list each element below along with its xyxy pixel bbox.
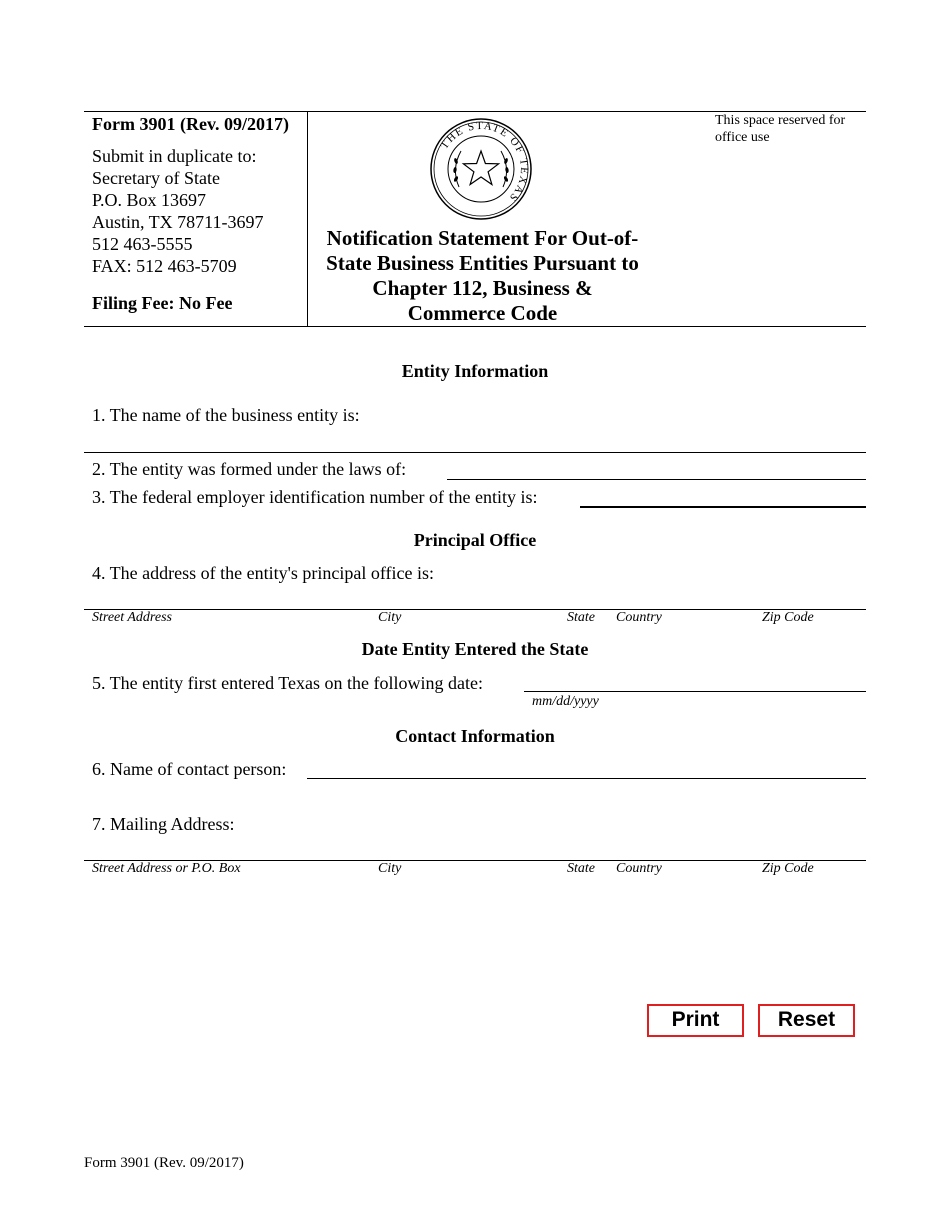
question-2-label: 2. The entity was formed under the laws of:	[92, 459, 407, 479]
submit-address	[92, 145, 264, 277]
label-city: City	[378, 610, 402, 625]
label-zip-code: Zip Code	[762, 861, 814, 876]
submit-line: Secretary of State	[92, 168, 220, 188]
question-1-label: 1. The name of the business entity is:	[92, 405, 360, 425]
texas-seal-icon	[429, 117, 533, 221]
question-4-label: 4. The address of the entity's principal office is:	[92, 563, 434, 583]
contact-person-field[interactable]	[307, 778, 866, 779]
title-line: Commerce Code	[407, 301, 558, 325]
label-country: Country	[616, 610, 662, 625]
label-state: State	[567, 610, 595, 625]
section-entity-information: Entity Information	[401, 361, 549, 381]
office-use-note	[715, 112, 845, 146]
submit-line: Submit in duplicate to:	[92, 146, 257, 166]
label-street-address: Street Address	[92, 610, 172, 625]
section-principal-office: Principal Office	[413, 530, 537, 550]
office-use-line: This space reserved for	[715, 113, 846, 128]
label-country: Country	[616, 861, 662, 876]
label-state: State	[567, 861, 595, 876]
office-use-line: office use	[715, 130, 770, 145]
footer-form-number: Form 3901 (Rev. 09/2017)	[84, 1155, 244, 1171]
form-number: Form 3901 (Rev. 09/2017)	[92, 114, 289, 134]
question-7-label: 7. Mailing Address:	[92, 814, 235, 834]
header-bottom-rule	[84, 326, 866, 327]
question-3-label: 3. The federal employer identification number of the entity is:	[92, 487, 538, 507]
reset-button[interactable]: Reset	[758, 1004, 855, 1037]
print-button[interactable]: Print	[647, 1004, 744, 1037]
submit-line: FAX: 512 463-5709	[92, 256, 237, 276]
label-city: City	[378, 861, 402, 876]
fein-field[interactable]	[580, 506, 866, 508]
filing-fee: Filing Fee: No Fee	[92, 293, 233, 313]
form-title	[310, 226, 655, 326]
title-line: Notification Statement For Out-of-	[326, 226, 639, 250]
title-line: Chapter 112, Business &	[372, 276, 593, 300]
svg-text:THE STATE OF TEXAS	[438, 120, 530, 204]
principal-address-field[interactable]	[84, 609, 866, 610]
entity-name-field[interactable]	[84, 452, 866, 453]
submit-line: 512 463-5555	[92, 234, 193, 254]
label-zip-code: Zip Code	[762, 610, 814, 625]
header-divider	[307, 111, 308, 326]
section-date-entered: Date Entity Entered the State	[361, 639, 589, 659]
submit-line: Austin, TX 78711-3697	[92, 212, 264, 232]
section-contact-information: Contact Information	[395, 726, 555, 746]
title-line: State Business Entities Pursuant to	[326, 251, 639, 275]
question-6-label: 6. Name of contact person:	[92, 759, 287, 779]
date-format-hint: mm/dd/yyyy	[532, 694, 599, 709]
question-5-label: 5. The entity first entered Texas on the following date:	[92, 673, 483, 693]
seal-text: THE STATE OF TEXAS	[438, 119, 531, 205]
formation-jurisdiction-field[interactable]	[447, 479, 866, 480]
label-street-po-box: Street Address or P.O. Box	[92, 861, 241, 876]
entry-date-field[interactable]	[524, 691, 866, 692]
submit-line: P.O. Box 13697	[92, 190, 207, 210]
